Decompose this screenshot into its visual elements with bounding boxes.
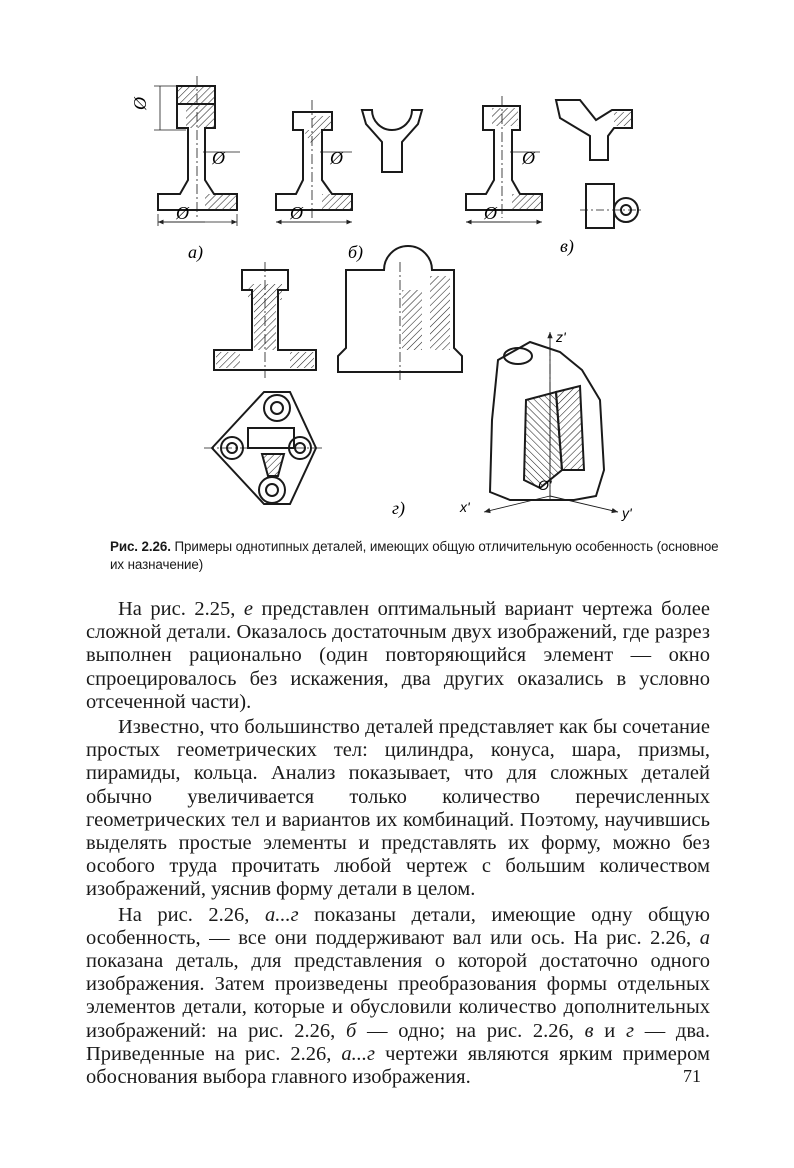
text-run: Известно, что большинство деталей представляет как бы сочетание простых геометрических тел: цилиндра, конуса, шара, призмы, пирамиды, кольца. Анализ показывает, что для сложных деталей обычно увеличивается только количество перечисленных геометрических тел и вариантов их комбинаций. Поэтому, научившись выделять простые элементы и представлять их форму, можно без особого труда прочитать любой чертеж с большим количеством изображений, уяснив форму детали в целом. <box>86 716 710 901</box>
text-run: показана деталь, для представления о которой достаточно одного изображения. Затем произведены преобразования формы отдельных элементов детали, которые и обусловили количество дополнительных изображений: на рис. 2.26, <box>86 950 710 1042</box>
axis-x-label: x' <box>460 499 470 515</box>
label-g: г) <box>392 498 406 518</box>
svg-text:Ø: Ø <box>176 203 189 223</box>
italic-ref: б <box>345 1019 357 1042</box>
svg-text:Ø: Ø <box>330 148 343 168</box>
paragraph <box>86 904 710 1090</box>
label-a: а) <box>188 242 203 262</box>
body-text <box>86 598 710 1091</box>
svg-text:Ø: Ø <box>484 203 497 223</box>
caption-text: Примеры однотипных деталей, имеющих общую отличительную особенность (основное их назначение) <box>110 539 719 572</box>
italic-ref: е <box>243 598 253 620</box>
caption-label: Рис. 2.26. <box>110 539 171 554</box>
figure-2-26 <box>0 0 794 530</box>
axis-z-label: z' <box>556 329 566 345</box>
label-v: в) <box>560 236 574 256</box>
paragraph <box>86 716 710 902</box>
text-run: представлен оптимальный вариант чертежа более сложной детали. Оказалось достаточным двух изображений, где разрез выполнен рационально (один повторяющийся элемент — окно спроецировалось без искажения, два других оказались в условно отсеченной части). <box>86 598 710 713</box>
italic-ref: в <box>584 1019 594 1042</box>
drawing-g <box>204 246 618 512</box>
label-b: б) <box>348 242 364 262</box>
italic-ref: а...г <box>264 903 299 926</box>
italic-ref: г <box>625 1019 634 1042</box>
axis-y-label: y' <box>622 505 632 521</box>
italic-ref: а...г <box>341 1042 376 1065</box>
svg-text:Ø: Ø <box>130 97 150 110</box>
paragraph <box>86 598 710 714</box>
text-run: чертежи являются ярким примером обоснования выбора главного изображения. <box>86 1042 710 1089</box>
text-run: На рис. 2.26, <box>118 903 265 926</box>
text-run: и <box>593 1019 626 1042</box>
svg-text:Ø: Ø <box>522 148 535 168</box>
text-run: На рис. 2.25, <box>118 598 244 620</box>
text-run: — одно; на рис. 2.26, <box>356 1019 585 1042</box>
text-run: показаны детали, имеющие одну общую особенность, — все они поддерживают вал или ось. На рис. 2.26, <box>86 903 710 949</box>
svg-text:Ø: Ø <box>212 148 225 168</box>
origin-label: O' <box>538 477 552 493</box>
drawing-a <box>154 76 240 226</box>
svg-text:Ø: Ø <box>290 203 303 223</box>
italic-ref: а <box>699 926 710 949</box>
figure-caption <box>110 538 720 574</box>
text-run: — два. Приведенные на рис. 2.26, <box>86 1019 710 1065</box>
page-number: 71 <box>683 1066 701 1086</box>
